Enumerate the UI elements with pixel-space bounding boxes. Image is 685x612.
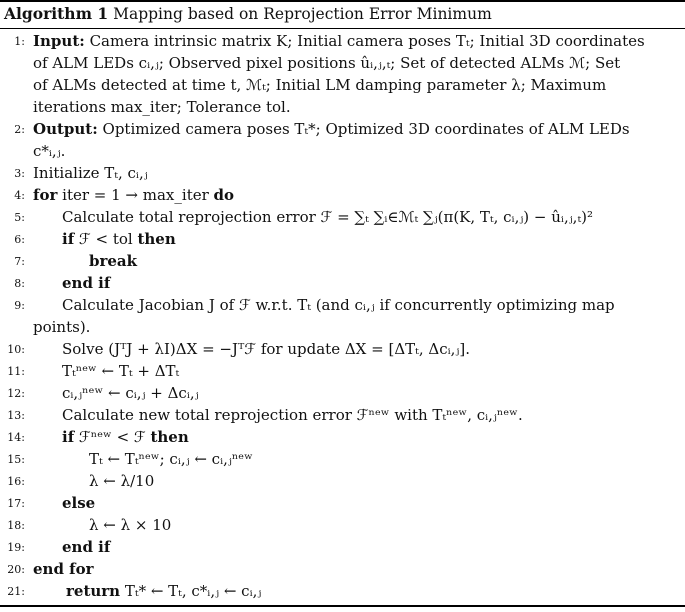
keyword: return — [66, 582, 121, 600]
line-text: Tₜⁿᵉʷ ← Tₜ + ΔTₜ — [62, 362, 180, 380]
line-number: 14: — [7, 431, 25, 444]
line-number: 17: — [7, 497, 25, 510]
keyword: end if — [62, 274, 111, 292]
line-text: ℱⁿᵉʷ < ℱ — [74, 428, 151, 446]
keyword: end if — [62, 538, 111, 556]
line-text: c*ᵢ,ⱼ. — [33, 142, 66, 160]
line-text: λ ← λ × 10 — [89, 516, 172, 534]
line-content — [33, 118, 630, 140]
title-rule — [0, 28, 685, 29]
line-content — [33, 30, 645, 52]
line-text: points). — [33, 318, 91, 336]
line-text: cᵢ,ⱼⁿᵉʷ ← cᵢ,ⱼ + Δcᵢ,ⱼ — [62, 384, 199, 402]
top-rule — [0, 0, 685, 2]
keyword: if — [62, 230, 75, 248]
line-number: 7: — [14, 255, 25, 268]
keyword: then — [150, 428, 189, 446]
line-number: 16: — [7, 475, 25, 488]
line-number: 6: — [14, 233, 25, 246]
line-number: 1: — [14, 35, 25, 48]
line-number: 12: — [7, 387, 25, 400]
line-content — [62, 426, 189, 448]
line-text: ℱ < tol — [74, 230, 138, 248]
line-number: 3: — [14, 167, 25, 180]
line-text: iter = 1 → max_iter — [57, 186, 214, 204]
line-number: 5: — [14, 211, 25, 224]
line-number: 2: — [14, 123, 25, 136]
line-number: 20: — [7, 563, 25, 576]
line-content — [66, 580, 261, 602]
line-text: Camera intrinsic matrix K; Initial camera poses Tₜ; Initial 3D coordinates — [84, 32, 645, 50]
line-text: of ALMs detected at time t, ℳₜ; Initial LM damping parameter λ; Maximum — [33, 76, 607, 94]
keyword: if — [62, 428, 75, 446]
keyword: end for — [33, 560, 94, 578]
line-number: 19: — [7, 541, 25, 554]
line-text: Calculate total reprojection error ℱ = ∑ₜ ∑ᵢ∈ℳₜ ∑ⱼ(π(K, Tₜ, cᵢ,ⱼ) − ûᵢ,ⱼ,ₜ)² — [62, 208, 594, 226]
keyword: else — [62, 494, 96, 512]
line-number: 18: — [7, 519, 25, 532]
line-text: Initialize Tₜ, cᵢ,ⱼ — [33, 164, 148, 182]
line-number: 9: — [14, 299, 25, 312]
keyword: break — [89, 252, 138, 270]
keyword: Output: — [33, 120, 98, 138]
line-text: Tₜ* ← Tₜ, c*ᵢ,ⱼ ← cᵢ,ⱼ — [120, 582, 262, 600]
line-number: 11: — [7, 365, 25, 378]
algorithm-caption: Mapping based on Reprojection Error Minimum — [113, 5, 492, 23]
line-text: Calculate new total reprojection error ℱⁿᵉʷ with Tₜⁿᵉʷ, cᵢ,ⱼⁿᵉʷ. — [62, 406, 523, 424]
algorithm-title — [4, 3, 492, 25]
keyword: for — [33, 186, 58, 204]
keyword: do — [213, 186, 235, 204]
bottom-rule — [0, 605, 685, 607]
line-number: 15: — [7, 453, 25, 466]
line-text: Calculate Jacobian J of ℱ w.r.t. Tₜ (and cᵢ,ⱼ if concurrently optimizing map — [62, 296, 615, 314]
line-text: Solve (JᵀJ + λI)ΔX = −Jᵀℱ for update ΔX = [ΔTₜ, Δcᵢ,ⱼ]. — [62, 340, 470, 358]
line-text: iterations max_iter; Tolerance tol. — [33, 98, 291, 116]
line-text: Tₜ ← Tₜⁿᵉʷ; cᵢ,ⱼ ← cᵢ,ⱼⁿᵉʷ — [89, 450, 253, 468]
keyword: Input: — [33, 32, 85, 50]
line-content — [33, 184, 234, 206]
line-number: 13: — [7, 409, 25, 422]
keyword: then — [137, 230, 176, 248]
line-content — [62, 228, 176, 250]
line-text: Optimized camera poses Tₜ*; Optimized 3D coordinates of ALM LEDs — [97, 120, 630, 138]
line-number: 4: — [14, 189, 25, 202]
line-text: λ ← λ/10 — [89, 472, 155, 490]
line-number: 8: — [14, 277, 25, 290]
line-number: 10: — [7, 343, 25, 356]
line-number: 21: — [7, 585, 25, 598]
line-text: of ALM LEDs cᵢ,ⱼ; Observed pixel positions ûᵢ,ⱼ,ₜ; Set of detected ALMs ℳ; Set — [33, 54, 621, 72]
algorithm-label: Algorithm 1 — [4, 4, 109, 23]
